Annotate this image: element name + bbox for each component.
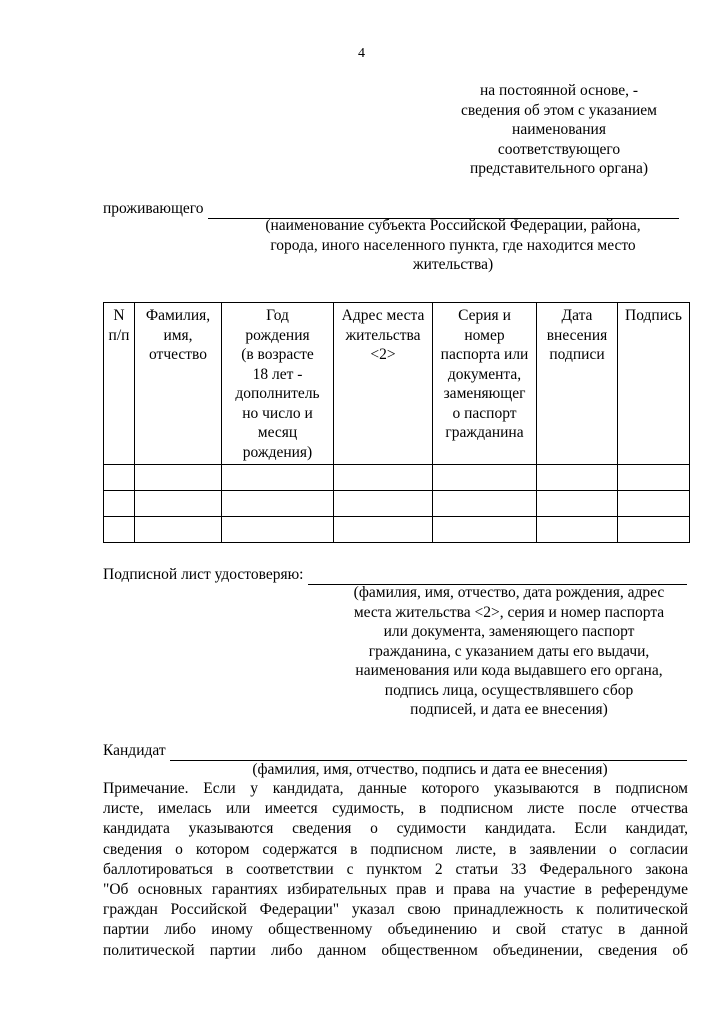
certification-hint bbox=[333, 583, 685, 720]
hint-line: гражданина, с указанием даты его выдачи, bbox=[368, 642, 650, 660]
hint-line: подписей, и дата ее внесения) bbox=[410, 701, 608, 718]
signature-table bbox=[103, 302, 690, 543]
col-header-address: Адрес места жительства <2> bbox=[334, 303, 433, 465]
table-cell[interactable] bbox=[222, 491, 334, 517]
remark-line: сведения о котором содержатся в подписном листе, в заявлении о согласии bbox=[103, 840, 688, 858]
representative-note bbox=[448, 81, 670, 179]
table-row bbox=[104, 517, 690, 543]
hint-line: жительства) bbox=[412, 256, 494, 273]
table-cell[interactable] bbox=[537, 491, 618, 517]
note-line: наименования bbox=[512, 121, 606, 138]
col-header-number: N п/п bbox=[104, 303, 135, 465]
certification-field-row bbox=[103, 565, 687, 585]
candidate-field-row bbox=[103, 741, 687, 761]
col-header-full-name: Фамилия, имя, отчество bbox=[135, 303, 222, 465]
residence-hint bbox=[242, 216, 664, 275]
note-line: соответствующего bbox=[497, 140, 621, 158]
candidate-label: Кандидат bbox=[103, 742, 166, 759]
remark-line: Примечание. Если у кандидата, данные которого указываются в подписном bbox=[103, 780, 688, 797]
hint-line: наименования или кода выдавшего его органа, bbox=[355, 662, 663, 679]
note-line: сведения об этом с указанием bbox=[461, 101, 657, 119]
hint-line: места жительства <2>, серия и номер паспорта bbox=[353, 603, 665, 621]
table-cell[interactable] bbox=[334, 491, 433, 517]
col-header-date: Дата внесения подписи bbox=[537, 303, 618, 465]
table-cell[interactable] bbox=[104, 517, 135, 543]
note-line: представительного органа) bbox=[469, 160, 649, 177]
hint-line: или документа, заменяющего паспорт bbox=[383, 623, 635, 640]
table-cell[interactable] bbox=[104, 491, 135, 517]
table-cell[interactable] bbox=[433, 517, 537, 543]
hint-line: (фамилия, имя, отчество, дата рождения, адрес bbox=[353, 584, 665, 601]
table-cell[interactable] bbox=[334, 465, 433, 491]
table-row bbox=[104, 465, 690, 491]
remark-paragraph bbox=[103, 779, 688, 961]
remark-line: партии либо иному общественному объединению и свой статус в данной bbox=[103, 921, 688, 939]
table-cell[interactable] bbox=[618, 465, 690, 491]
table-cell[interactable] bbox=[135, 465, 222, 491]
table-cell[interactable] bbox=[433, 491, 537, 517]
candidate-hint: (фамилия, имя, отчество, подпись и дата ее внесения) bbox=[252, 761, 608, 778]
table-cell[interactable] bbox=[433, 465, 537, 491]
table-cell[interactable] bbox=[222, 465, 334, 491]
col-header-passport: Серия и номер паспорта или документа, заменяющег о паспорт гражданина bbox=[433, 303, 537, 465]
table-cell[interactable] bbox=[135, 517, 222, 543]
table-cell[interactable] bbox=[334, 517, 433, 543]
col-header-signature: Подпись bbox=[618, 303, 690, 465]
table-cell[interactable] bbox=[618, 491, 690, 517]
col-header-birth-year: Год рождения (в возрасте 18 лет - дополнитель но число и месяц рождения) bbox=[222, 303, 334, 465]
table-row bbox=[104, 491, 690, 517]
hint-line: подпись лица, осуществлявшего сбор bbox=[384, 681, 634, 699]
residence-label: проживающего bbox=[103, 200, 204, 217]
table-cell[interactable] bbox=[104, 465, 135, 491]
table-header-row bbox=[104, 303, 690, 465]
page-number: 4 bbox=[358, 46, 365, 61]
table-cell[interactable] bbox=[537, 517, 618, 543]
hint-line: города, иного населенного пункта, где находится место bbox=[270, 236, 636, 254]
remark-line: кандидата указываются сведения о судимости кандидата. Если кандидат, bbox=[103, 820, 688, 838]
candidate-fill-line[interactable] bbox=[170, 745, 687, 761]
table-cell[interactable] bbox=[222, 517, 334, 543]
table-cell[interactable] bbox=[537, 465, 618, 491]
remark-line: листе, имелась или имеется судимость, в подписном листе после отчества bbox=[103, 800, 688, 818]
remark-line: граждан Российской Федерации" указал свою принадлежность к политической bbox=[103, 901, 688, 919]
hint-line: (наименование субъекта Российской Федерации, района, bbox=[265, 217, 641, 234]
remark-line: политической партии либо данном общественном объединении, сведения об bbox=[103, 941, 688, 959]
remark-line: баллотироваться в соответствии с пунктом 2 статьи 33 Федерального закона bbox=[103, 860, 688, 878]
certification-label: Подписной лист удостоверяю: bbox=[103, 566, 304, 583]
note-line: на постоянной основе, - bbox=[479, 82, 639, 99]
table-cell[interactable] bbox=[135, 491, 222, 517]
table-cell[interactable] bbox=[618, 517, 690, 543]
remark-line: "Об основных гарантиях избирательных прав и права на участие в референдуме bbox=[103, 880, 688, 898]
